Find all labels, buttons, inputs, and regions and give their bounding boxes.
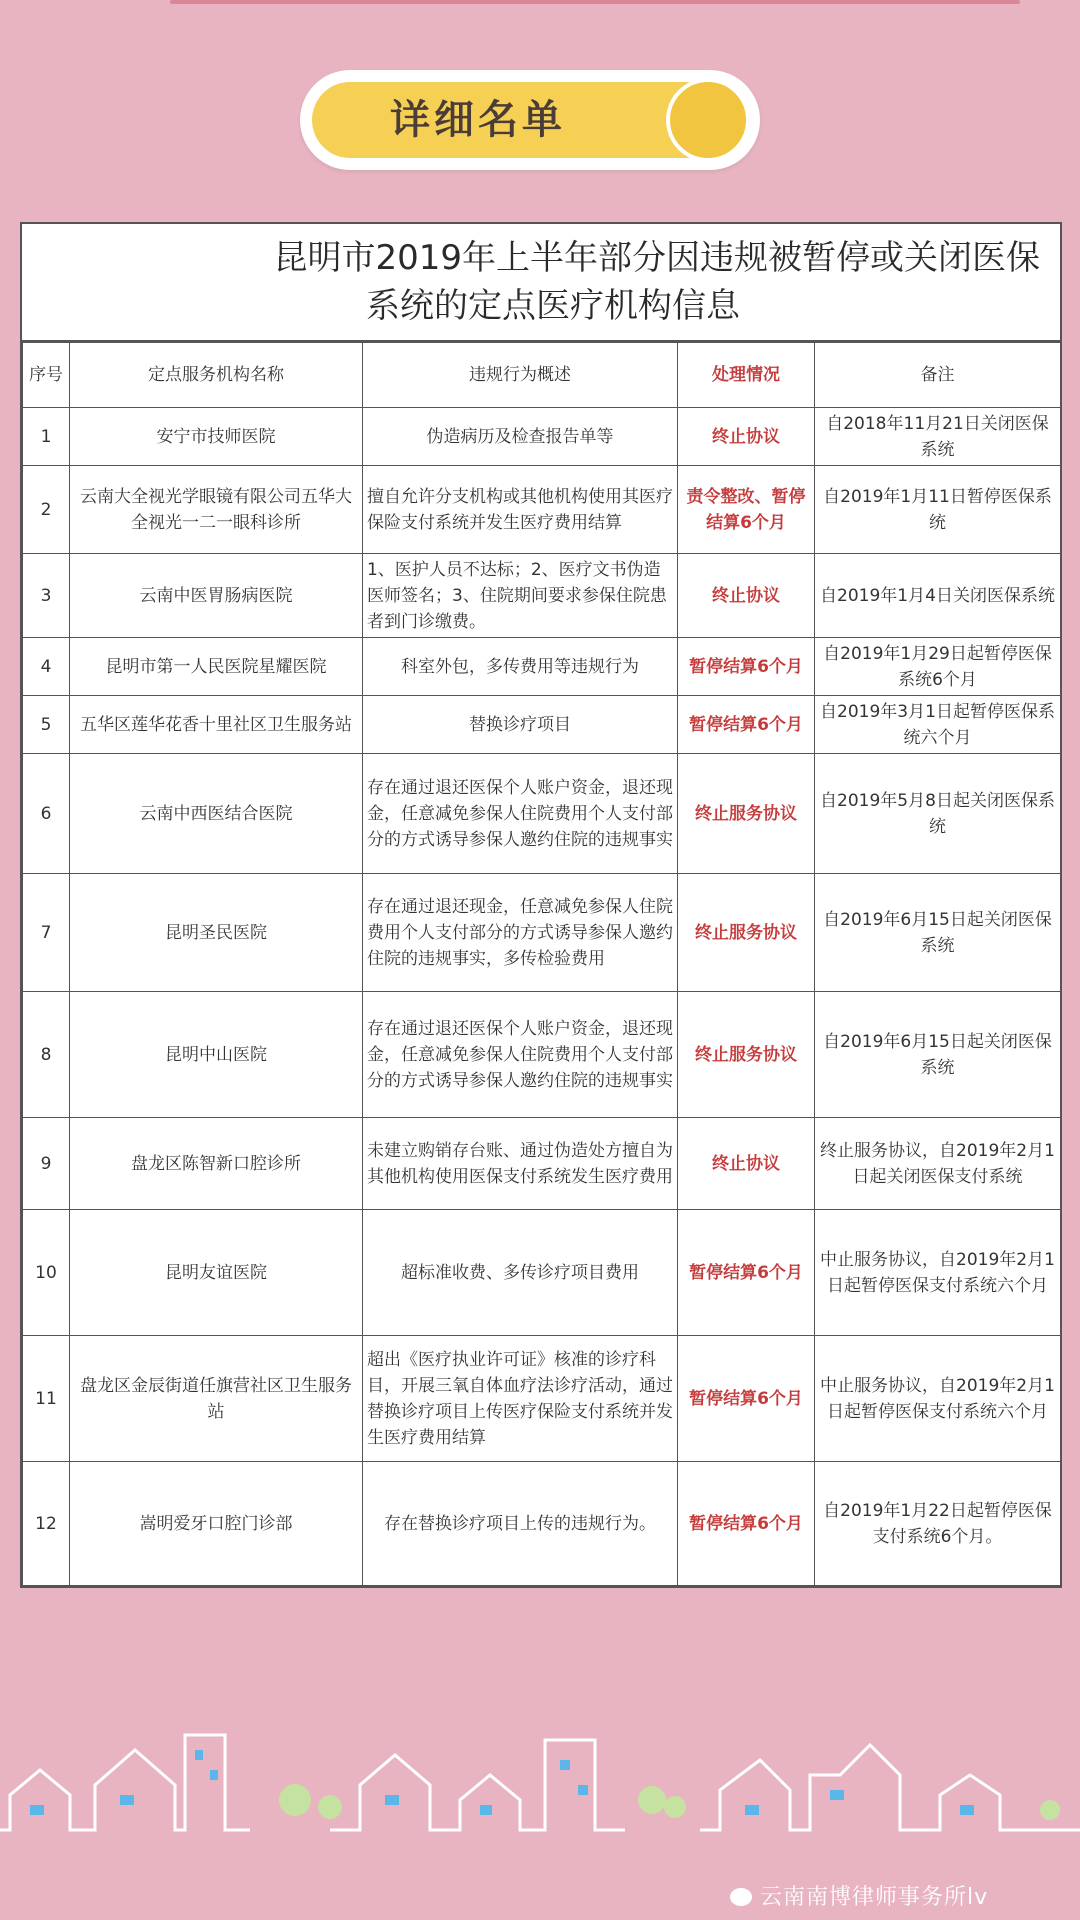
wechat-icon xyxy=(730,1888,752,1906)
row-institution-name: 昆明友谊医院 xyxy=(70,1210,363,1336)
row-no: 3 xyxy=(23,554,70,638)
col-header-violation: 违规行为概述 xyxy=(363,343,678,408)
row-remark: 自2019年1月29日起暂停医保系统6个月 xyxy=(815,638,1061,696)
institution-table xyxy=(22,342,1061,1586)
table-title xyxy=(22,224,1060,342)
row-violation: 替换诊疗项目 xyxy=(363,696,678,754)
row-action: 暂停结算6个月 xyxy=(678,638,815,696)
table-row xyxy=(23,408,1061,466)
row-action: 暂停结算6个月 xyxy=(678,696,815,754)
row-no: 9 xyxy=(23,1118,70,1210)
row-violation: 未建立购销存台账、通过伪造处方擅自为其他机构使用医保支付系统发生医疗费用 xyxy=(363,1118,678,1210)
row-institution-name: 云南中医胃肠病医院 xyxy=(70,554,363,638)
badge-label: 详细名单 xyxy=(390,97,566,143)
col-header-action: 处理情况 xyxy=(678,343,815,408)
row-institution-name: 嵩明爱牙口腔门诊部 xyxy=(70,1462,363,1586)
row-institution-name: 云南中西医结合医院 xyxy=(70,754,363,874)
row-action: 终止服务协议 xyxy=(678,874,815,992)
table-row xyxy=(23,1462,1061,1586)
row-remark: 自2018年11月21日关闭医保系统 xyxy=(815,408,1061,466)
row-remark: 自2019年5月8日起关闭医保系统 xyxy=(815,754,1061,874)
row-remark: 自2019年6月15日起关闭医保系统 xyxy=(815,874,1061,992)
row-no: 7 xyxy=(23,874,70,992)
table-row xyxy=(23,466,1061,554)
row-institution-name: 五华区莲华花香十里社区卫生服务站 xyxy=(70,696,363,754)
row-remark: 自2019年6月15日起关闭医保系统 xyxy=(815,992,1061,1118)
row-violation: 存在通过退还医保个人账户资金，退还现金，任意减免参保人住院费用个人支付部分的方式诱导参保人邀约住院的违规事实 xyxy=(363,992,678,1118)
row-no: 4 xyxy=(23,638,70,696)
row-institution-name: 云南大全视光学眼镜有限公司五华大全视光一二一眼科诊所 xyxy=(70,466,363,554)
row-violation: 擅自允许分支机构或其他机构使用其医疗保险支付系统并发生医疗费用结算 xyxy=(363,466,678,554)
top-divider xyxy=(170,0,1020,4)
houses-illustration xyxy=(0,1715,1080,1835)
row-remark: 终止服务协议，自2019年2月1日起关闭医保支付系统 xyxy=(815,1118,1061,1210)
row-action: 责令整改、暂停结算6个月 xyxy=(678,466,815,554)
row-violation: 超标准收费、多传诊疗项目费用 xyxy=(363,1210,678,1336)
table-header-row xyxy=(23,343,1061,408)
row-no: 1 xyxy=(23,408,70,466)
col-header-name: 定点服务机构名称 xyxy=(70,343,363,408)
row-no: 12 xyxy=(23,1462,70,1586)
row-violation: 存在通过退还医保个人账户资金，退还现金，任意减免参保人住院费用个人支付部分的方式诱导参保人邀约住院的违规事实 xyxy=(363,754,678,874)
row-no: 8 xyxy=(23,992,70,1118)
row-no: 6 xyxy=(23,754,70,874)
table-title-line2: 系统的定点医疗机构信息 xyxy=(366,286,740,326)
row-remark: 自2019年3月1日起暂停医保系统六个月 xyxy=(815,696,1061,754)
row-action: 终止服务协议 xyxy=(678,992,815,1118)
row-remark: 自2019年1月4日关闭医保系统 xyxy=(815,554,1061,638)
row-institution-name: 安宁市技师医院 xyxy=(70,408,363,466)
institution-table-card xyxy=(20,222,1062,1588)
row-violation: 伪造病历及检查报告单等 xyxy=(363,408,678,466)
row-institution-name: 盘龙区陈智新口腔诊所 xyxy=(70,1118,363,1210)
row-institution-name: 昆明圣民医院 xyxy=(70,874,363,992)
row-remark: 自2019年1月22日起暂停医保支付系统6个月。 xyxy=(815,1462,1061,1586)
row-violation: 科室外包，多传费用等违规行为 xyxy=(363,638,678,696)
row-institution-name: 盘龙区金辰街道任旗营社区卫生服务站 xyxy=(70,1336,363,1462)
row-remark: 自2019年1月11日暂停医保系统 xyxy=(815,466,1061,554)
row-violation: 存在通过退还现金，任意减免参保人住院费用个人支付部分的方式诱导参保人邀约住院的违规事实，多传检验费用 xyxy=(363,874,678,992)
table-row xyxy=(23,992,1061,1118)
row-action: 暂停结算6个月 xyxy=(678,1462,815,1586)
row-action: 终止协议 xyxy=(678,1118,815,1210)
table-row xyxy=(23,1118,1061,1210)
row-remark: 中止服务协议，自2019年2月1日起暂停医保支付系统六个月 xyxy=(815,1210,1061,1336)
row-no: 10 xyxy=(23,1210,70,1336)
row-action: 暂停结算6个月 xyxy=(678,1210,815,1336)
row-institution-name: 昆明中山医院 xyxy=(70,992,363,1118)
row-violation: 超出《医疗执业许可证》核准的诊疗科目，开展三氧自体血疗法诊疗活动，通过替换诊疗项目上传医疗保险支付系统并发生医疗费用结算 xyxy=(363,1336,678,1462)
table-row xyxy=(23,1210,1061,1336)
row-violation: 存在替换诊疗项目上传的违规行为。 xyxy=(363,1462,678,1586)
badge-circle-icon xyxy=(666,78,750,162)
table-row xyxy=(23,696,1061,754)
row-action: 终止协议 xyxy=(678,408,815,466)
row-remark: 中止服务协议，自2019年2月1日起暂停医保支付系统六个月 xyxy=(815,1336,1061,1462)
section-badge xyxy=(300,70,760,170)
table-row xyxy=(23,638,1061,696)
table-row xyxy=(23,1336,1061,1462)
col-header-remark: 备注 xyxy=(815,343,1061,408)
row-action: 终止协议 xyxy=(678,554,815,638)
row-violation: 1、医护人员不达标；2、医疗文书伪造医师签名；3、住院期间要求参保住院患者到门诊缴费。 xyxy=(363,554,678,638)
row-no: 11 xyxy=(23,1336,70,1462)
col-header-no: 序号 xyxy=(23,343,70,408)
table-title-line1: 昆明市2019年上半年部分因违规被暂停或关闭医保 xyxy=(273,238,1040,278)
table-row xyxy=(23,874,1061,992)
row-no: 2 xyxy=(23,466,70,554)
table-row xyxy=(23,554,1061,638)
row-action: 暂停结算6个月 xyxy=(678,1336,815,1462)
row-action: 终止服务协议 xyxy=(678,754,815,874)
row-no: 5 xyxy=(23,696,70,754)
row-institution-name: 昆明市第一人民医院星耀医院 xyxy=(70,638,363,696)
table-row xyxy=(23,754,1061,874)
footer-watermark: 云南南博律师事务所lv xyxy=(760,1885,989,1910)
